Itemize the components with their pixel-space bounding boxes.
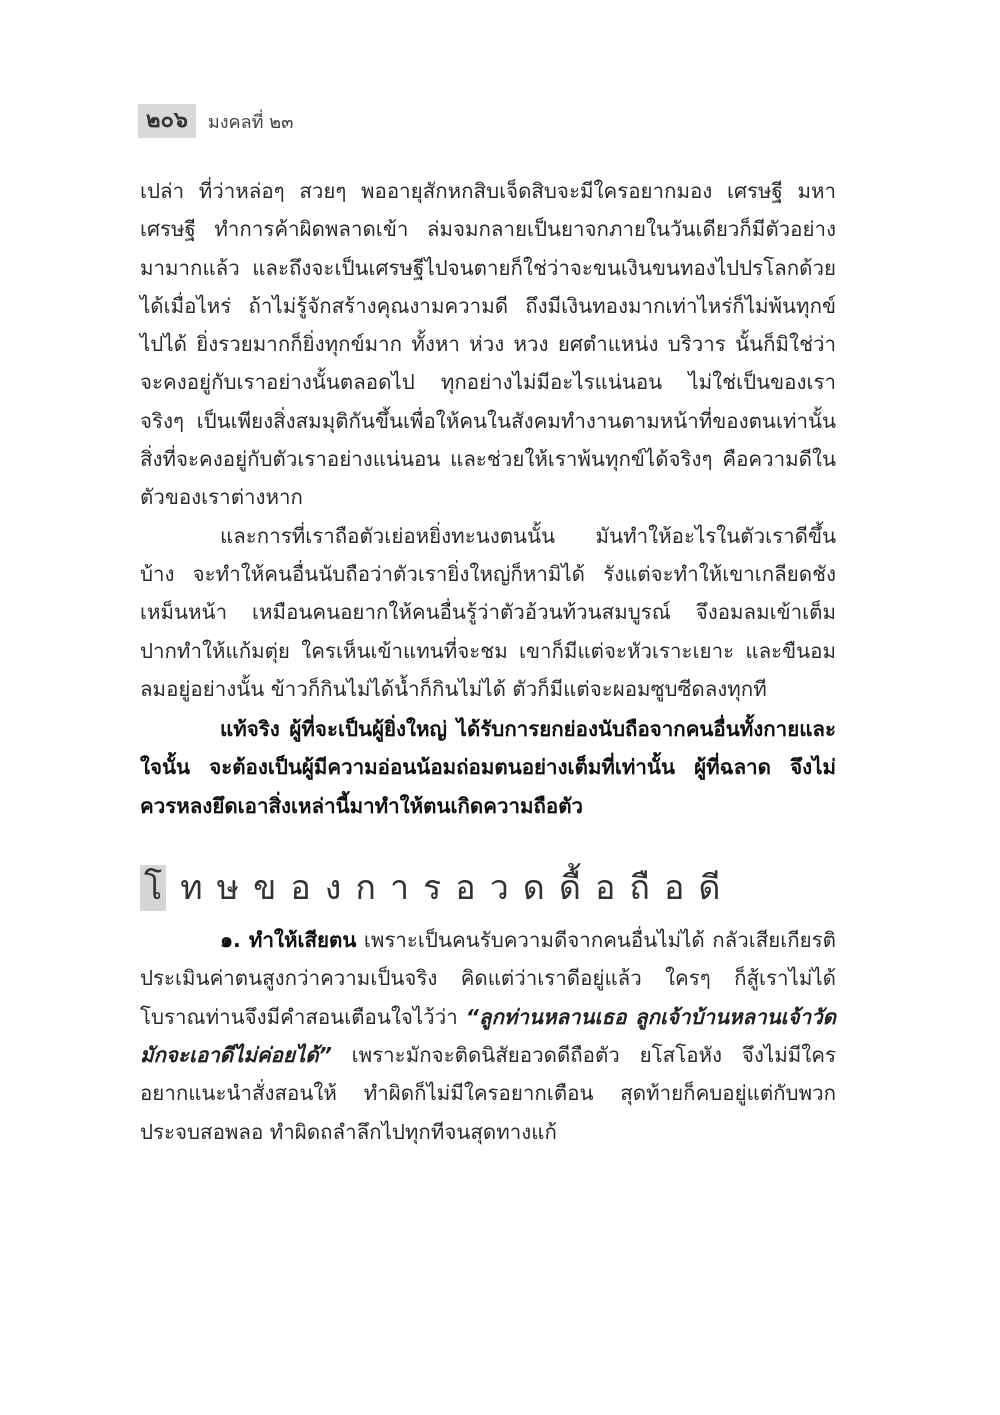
- page-number: ๒๐๖: [138, 104, 196, 138]
- item-1-text-b: เพราะมักจะติดนิสัยอวดดีถือตัว ยโสโอหัง จึงไม่มีใครอยากแนะนำสั่งสอนให้ ทำผิดก็ไม่มีใครอยากเตือน สุดท้ายก็คบอยู่แต่กับพวกประจบสอพลอ ทำผิดถลำลึกไปทุกทีจนสุดทางแก้: [140, 1042, 836, 1144]
- section-heading: [140, 865, 836, 911]
- chapter-title: มงคลที่ ๒๓: [207, 111, 294, 133]
- section-heading-first-letter: โ: [140, 865, 166, 911]
- page-header: [138, 104, 293, 138]
- paragraph-3-bold: แท้จริง ผู้ที่จะเป็นผู้ยิ่งใหญ่ ได้รับการยกย่องนับถือจากคนอื่นทั้งกายและใจนั้น จะต้องเป็นผู้มีความอ่อนน้อมถ่อมตนอย่างเต็มที่เท่านั้น ผู้ที่ฉลาด จึงไม่ควรหลงยึดเอาสิ่งเหล่านี้มาทำให้ตนเกิดความถือตัว: [140, 717, 836, 818]
- paragraph-2: และการที่เราถือตัวเย่อหยิ่งทะนงตนนั้น มันทำให้อะไรในตัวเราดีขึ้นบ้าง จะทำให้คนอื่นนับถือว่าตัวเรายิ่งใหญ่ก็หามิได้ รังแต่จะทำให้เขาเกลียดชังเหม็นหน้า เหมือนคนอยากให้คนอื่นรู้ว่าตัวอ้วนท้วนสมบูรณ์ จึงอมลมเข้าเต็มปากทำให้แก้มตุ่ย ใครเห็นเข้าแทนที่จะชม เขาก็มีแต่จะหัวเราะเยาะ และขืนอมลมอยู่อย่างนั้น ข้าวก็กินไม่ได้น้ำก็กินไม่ได้ ตัวก็มีแต่จะผอมซูบซีดลงทุกที: [140, 523, 836, 701]
- body-text: [140, 172, 836, 1151]
- item-1-text-a: เพราะเป็นคนรับความดีจากคนอื่นไม่ได้ กลัวเสียเกียรติ ประเมินค่าตนสูงกว่าความเป็นจริง คิดแต่ว่าเราดีอยู่แล้ว ใครๆ ก็สู้เราไม่ได้ โบราณท่านจึงมีคำสอนเตือนใจไว้ว่า: [140, 928, 836, 1029]
- section-heading-text: ทษของการอวดดื้อถือดี: [180, 867, 735, 908]
- paragraph-1: เปล่า ที่ว่าหล่อๆ สวยๆ พออายุสักหกสิบเจ็ดสิบจะมีใครอยากมอง เศรษฐี มหาเศรษฐี ทำการค้าผิดพลาดเข้า ล่มจมกลายเป็นยาจกภายในวันเดียวก็มีตัวอย่างมามากแล้ว และถึงจะเป็นเศรษฐีไปจนตายก็ใช่ว่าจะขนเงินขนทองไปปรโลกด้วยได้เมื่อไหร่ ถ้าไม่รู้จักสร้างคุณงามความดี ถึงมีเงินทองมากเท่าไหร่ก็ไม่พ้นทุกข์ไปได้ ยิ่งรวยมากก็ยิ่งทุกข์มาก ทั้งหา ห่วง หวง ยศตำแหน่ง บริวาร นั้นก็มิใช่ว่าจะคงอยู่กับเราอย่างนั้นตลอดไป ทุกอย่างไม่มีอะไรแน่นอน ไม่ใช่เป็นของเราจริงๆ เป็นเพียงสิ่งสมมุติกันขึ้นเพื่อให้คนในสังคมทำงานตามหน้าที่ของตนเท่านั้น สิ่งที่จะคงอยู่กับตัวเราอย่างแน่นอน และช่วยให้เราพ้นทุกข์ได้จริงๆ คือความดีในตัวของเราต่างหาก: [140, 179, 836, 510]
- item-1-title: ๑. ทำให้เสียตน: [220, 928, 357, 953]
- item-1-paragraph: [140, 921, 836, 1151]
- item-1-quote: “ลูกท่านหลานเธอ ลูกเจ้าบ้านหลานเจ้าวัด มักจะเอาดีไม่ค่อยได้”: [140, 1004, 836, 1067]
